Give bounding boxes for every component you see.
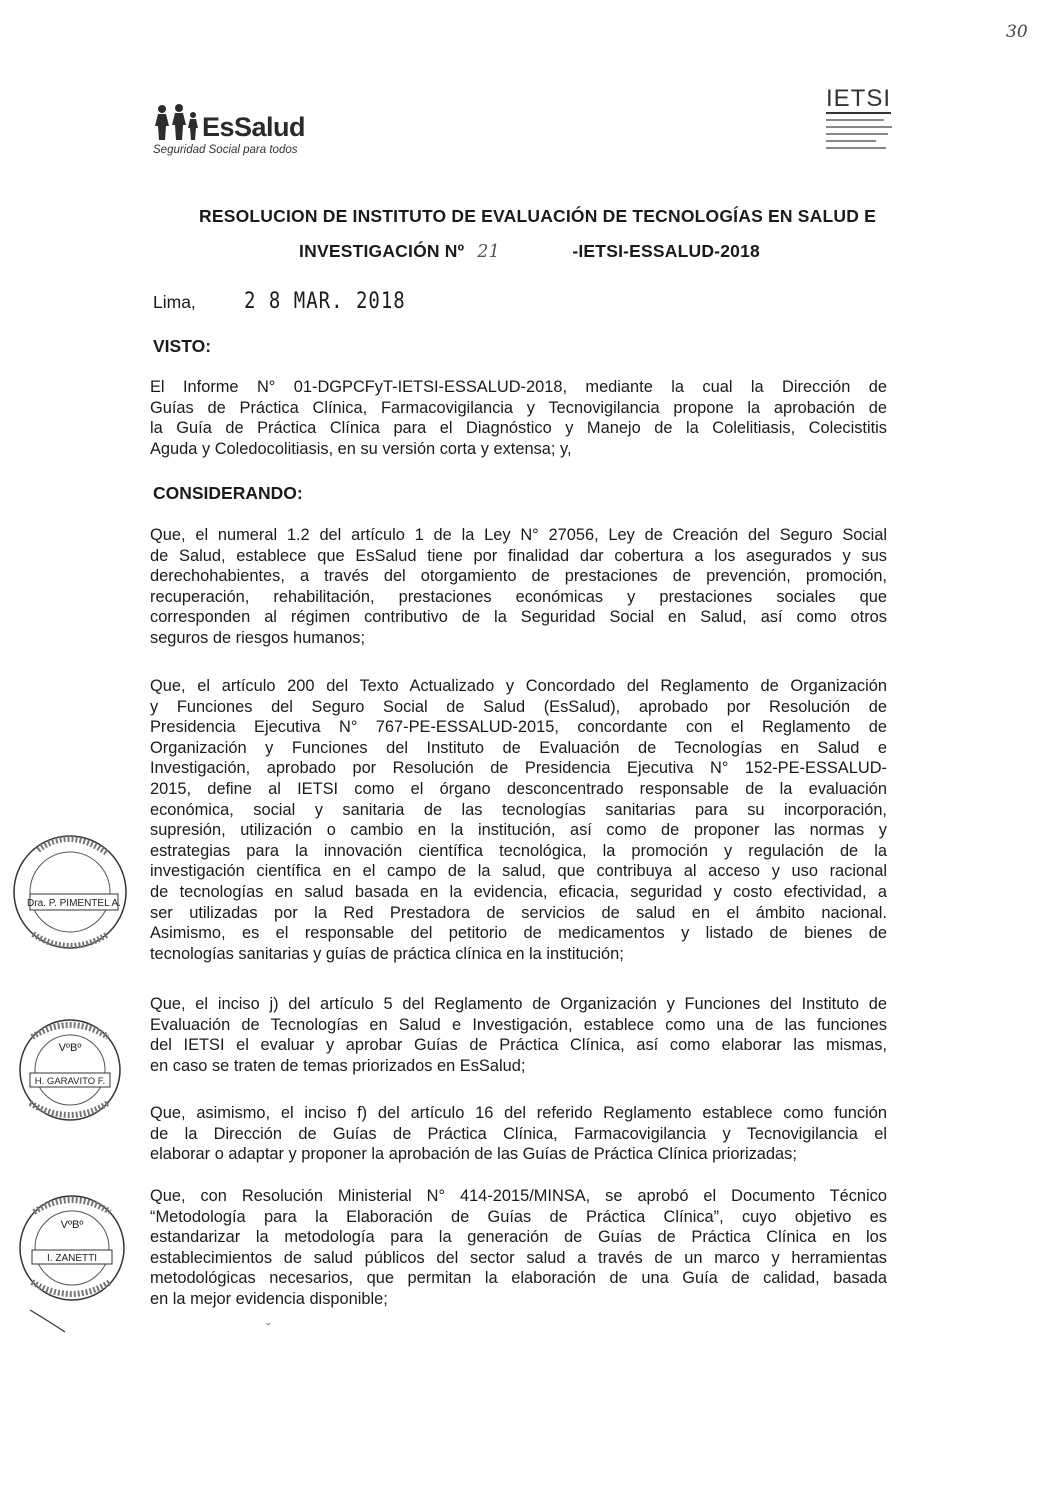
text-line: establecimientos de salud públicos del sector salud a través de un marco y herramientas (150, 1248, 887, 1267)
ietsi-logo (826, 86, 916, 166)
considerando-heading: CONSIDERANDO: (153, 483, 303, 503)
text-line: estandarizar la metodología para la generación de Guías de Práctica Clínica en los (150, 1228, 887, 1247)
text-line: Investigación, aprobado por Resolución de Presidencia Ejecutiva N° 152-PE-ESSALUD- (150, 759, 887, 778)
scan-mark: ˇ (266, 1320, 271, 1336)
paragraph-considerando-5 (150, 1186, 887, 1310)
stamp-name: Dra. P. PIMENTEL A. (27, 898, 121, 909)
approval-stamp-pimentel (8, 830, 138, 960)
text-line: elaborar o adaptar y proponer la aprobación de las Guías de Práctica Clínica priorizadas; (150, 1145, 797, 1164)
paragraph-considerando-2 (150, 676, 887, 964)
page-number: 30 (1006, 22, 1028, 42)
paragraph-considerando-1 (150, 525, 887, 649)
text-line: Que, el inciso j) del artículo 5 del Reglamento de Organización y Funciones del Instituto de (150, 995, 887, 1013)
text-line: Que, el artículo 200 del Texto Actualizado y Concordado del Reglamento de Organización (150, 677, 887, 695)
text-line: Evaluación de Tecnologías en Salud e Investigación, establece como una de las funciones (150, 1015, 887, 1034)
text-line: ser utilizadas por la Red Prestadora de servicios de salud en el ámbito nacional. (150, 903, 887, 922)
text-line: de Salud, establece que EsSalud tiene por finalidad dar cobertura a los asegurados y sus (150, 546, 887, 565)
text-line: Organización y Funciones del Instituto de Evaluación de Tecnologías en Salud e (150, 738, 887, 757)
text-line: económica, social y sanitaria de las tecnologías sanitarias para su incorporación, (150, 800, 887, 819)
stamp-vb: VºBº (58, 1042, 82, 1054)
paragraph-considerando-3 (150, 994, 887, 1076)
text-line: corresponden al régimen contributivo de la Seguridad Social en Salud, así como otros (150, 608, 887, 627)
approval-stamp-garavito (10, 1015, 130, 1125)
resolution-number (0, 241, 1059, 262)
text-line: “Metodología para la Elaboración de Guías de Práctica Clínica”, cuyo objetivo es (150, 1207, 887, 1226)
text-line: Presidencia Ejecutiva N° 767-PE-ESSALUD-2015, concordante con el Reglamento de (150, 718, 887, 737)
paragraph-considerando-4 (150, 1103, 887, 1165)
text-line: derechohabientes, a través del otorgamiento de prestaciones de prevención, promoción, (150, 567, 887, 586)
text-line: seguros de riesgos humanos; (150, 628, 366, 647)
resolution-title: RESOLUCION DE INSTITUTO DE EVALUACIÓN DE TECNOLOGÍAS EN SALUD E (199, 206, 876, 226)
family-figures-icon (154, 102, 204, 142)
stamp-name: H. GARAVITO F. (34, 1076, 106, 1087)
text-line: Que, asimismo, el inciso f) del artículo 16 del referido Reglamento establece como función (150, 1104, 887, 1122)
text-line: investigación científica en el campo de la salud, que contribuya al acceso y uso racional (150, 862, 887, 881)
ietsi-logo-subtext (826, 119, 916, 149)
visto-heading: VISTO: (153, 336, 212, 356)
text-line: en caso se traten de temas priorizados en EsSalud; (150, 1056, 526, 1075)
essalud-logo (150, 100, 350, 160)
text-line: la Guía de Práctica Clínica para el Diagnóstico y Manejo de la Colelitiasis, Colecistitis (150, 419, 887, 438)
stamp-vb: VºBº (60, 1219, 84, 1231)
text-line: Asimismo, es el responsable del petitorio de medicamentos y listado de bienes de (150, 924, 887, 943)
text-line: metodológicas necesarios, que permitan la elaboración de una Guía de calidad, basada (150, 1269, 887, 1288)
text-line: Guías de Práctica Clínica, Farmacovigilancia y Tecnovigilancia propone la aprobación de (150, 398, 887, 417)
approval-stamp-zanetti (10, 1190, 135, 1340)
text-line: Aguda y Coledocolitiasis, en su versión corta y extensa; y, (150, 439, 572, 458)
signature-stroke (30, 1310, 65, 1332)
paragraph-visto (150, 377, 887, 459)
place: Lima, (153, 292, 196, 312)
stamp-name: I. ZANETTI (47, 1253, 97, 1264)
text-line: en la mejor evidencia disponible; (150, 1289, 388, 1308)
text-line: supresión, utilización o cambio en la institución, así como de proponer las normas y (150, 821, 887, 840)
text-line: El Informe N° 01-DGPCFyT-IETSI-ESSALUD-2018, mediante la cual la Dirección de (150, 378, 887, 396)
text-line: recuperación, rehabilitación, prestaciones económicas y prestaciones sociales que (150, 587, 887, 606)
date-stamp: 2 8 MAR. 2018 (244, 288, 406, 314)
text-line: de la Dirección de Guías de Práctica Clínica, Farmacovigilancia y Tecnovigilancia el (150, 1124, 887, 1143)
text-line: del IETSI el evaluar y aprobar Guías de Práctica Clínica, así como elaborar las mismas, (150, 1036, 887, 1055)
logo-tagline: Seguridad Social para todos (153, 144, 298, 156)
text-line: y Funciones del Seguro Social de Salud (EsSalud), aprobado por Resolución de (150, 697, 887, 716)
text-line: Que, con Resolución Ministerial N° 414-2015/MINSA, se aprobó el Documento Técnico (150, 1187, 887, 1205)
text-line: de tecnologías en salud basada en la evidencia, eficacia, seguridad y costo efectividad, a (150, 882, 887, 901)
resolution-number-prefix: INVESTIGACIÓN Nº (299, 241, 465, 261)
ietsi-logo-name: IETSI (826, 85, 892, 112)
text-line: estrategias para la innovación científica tecnológica, la promoción y regulación de la (150, 841, 887, 860)
logo-name: EsSalud (202, 112, 306, 142)
text-line: Que, el numeral 1.2 del artículo 1 de la Ley N° 27056, Ley de Creación del Seguro Social (150, 526, 887, 544)
handwritten-number: 21 (477, 242, 500, 262)
text-line: tecnologías sanitarias y guías de práctica clínica en la institución; (150, 944, 624, 963)
resolution-number-suffix: -IETSI-ESSALUD-2018 (572, 241, 760, 261)
text-line: 2015, define al IETSI como el órgano desconcentrado responsable de la evaluación (150, 779, 887, 798)
